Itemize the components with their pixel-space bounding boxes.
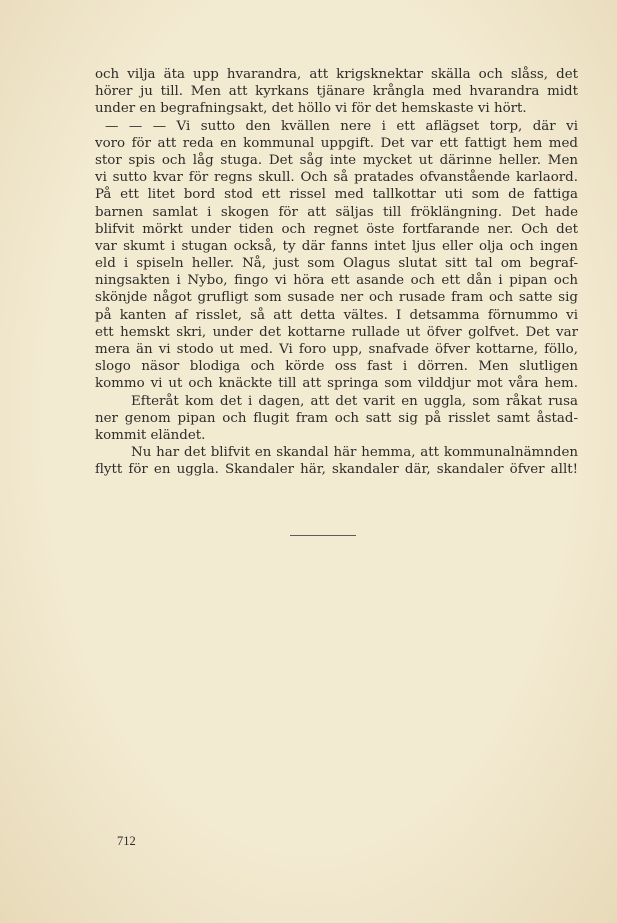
text-line: eld i spiseln heller. Nå, just som Olagus slutat sitt tal om begraf- xyxy=(95,256,578,272)
text-line: var skumt i stugan också, ty där fanns intet ljus eller olja och ingen xyxy=(95,238,578,254)
text-line: ett hemskt skri, under det kottarne rullade ut öfver golfvet. Det var xyxy=(95,324,578,340)
text-line: barnen samlat i skogen för att säljas till fröklängning. Det hade xyxy=(95,204,578,220)
text-line: flytt för en uggla. Skandaler här, skandaler där, skandaler öfver allt! xyxy=(95,462,578,478)
text-line: hörer ju till. Men att kyrkans tjänare krångla med hvarandra midt xyxy=(95,84,578,100)
text-line: Nu har det blifvit en skandal här hemma, att kommunalnämnden xyxy=(131,445,578,461)
text-line: mera än vi stodo ut med. Vi foro upp, snafvade öfver kottarne, föllo, xyxy=(95,342,578,357)
text-line: under en begrafningsakt, det höllo vi för det hemskaste vi hört. xyxy=(95,101,527,117)
text-line: ningsakten i Nybo, fingo vi höra ett asande och ett dån i pipan och xyxy=(95,273,578,289)
text-line: vi sutto kvar för regns skull. Och så pratades ofvanstående karlaord. xyxy=(95,170,578,186)
text-line: På ett litet bord stod ett rissel med tallkottar uti som de fattiga xyxy=(95,187,578,203)
paragraph xyxy=(95,118,578,393)
text-line: ner genom pipan och flugit fram och satt sig på risslet samt åstad- xyxy=(95,410,578,426)
text-line: stor spis och låg stuga. Det såg inte mycket ut därinne heller. Men xyxy=(95,152,578,168)
page-number: 712 xyxy=(117,834,136,848)
paragraph xyxy=(95,444,578,478)
text-line: kommo vi ut och knäckte till att springa som vilddjur mot våra hem. xyxy=(95,376,578,392)
text-line: och vilja äta upp hvarandra, att krigsknektar skälla och slåss, det xyxy=(95,67,578,82)
text-line: Efteråt kom det i dagen, att det varit en uggla, som råkat rusa xyxy=(131,393,578,409)
text-line: på kanten af risslet, så att detta vältes. I detsamma förnummo vi xyxy=(95,307,578,323)
section-divider xyxy=(290,535,356,536)
text-line: voro för att reda en kommunal uppgift. Det var ett fattigt hem med xyxy=(95,135,578,151)
body-text xyxy=(95,66,578,479)
text-line: slogo näsor blodiga och körde oss fast i dörren. Men slutligen xyxy=(95,359,578,375)
text-line: kommit eländet. xyxy=(95,427,206,443)
paragraph xyxy=(95,66,578,118)
text-line: skönjde något grufligt som susade ner och rusade fram och satte sig xyxy=(95,290,578,306)
text-line: — — — Vi sutto den kvällen nere i ett aflägset torp, där vi xyxy=(105,118,578,134)
paragraph xyxy=(95,393,578,445)
text-line: blifvit mörkt under tiden och regnet öste fortfarande ner. Och det xyxy=(95,221,578,237)
